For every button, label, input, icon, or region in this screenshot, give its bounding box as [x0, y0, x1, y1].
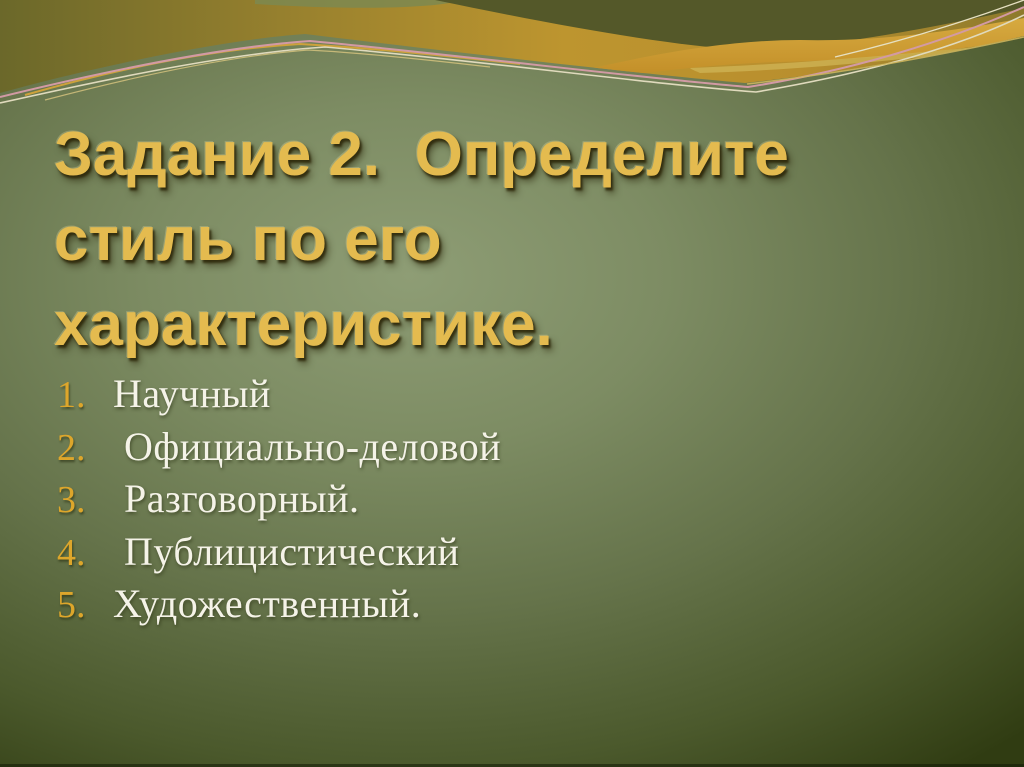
- list-item-label: Научный: [113, 371, 271, 416]
- title-line-1: Задание 2. Определите: [54, 120, 789, 189]
- list-item-label: Официально-деловой: [124, 423, 502, 469]
- list-item-label: Художественный.: [113, 581, 422, 627]
- title-line-2: стиль по его: [54, 205, 442, 274]
- list-item: [57, 475, 857, 528]
- list-item-number: 1.: [57, 374, 86, 416]
- list-item: [57, 528, 857, 581]
- list-item-number: 2.: [57, 426, 86, 469]
- list-item-label: Публицистический: [124, 528, 460, 574]
- styles-list: [57, 370, 857, 633]
- title-line-3: характеристике.: [54, 290, 553, 359]
- list-item-number: 4.: [57, 531, 86, 574]
- list-item: [57, 580, 857, 633]
- list-item-number: 3.: [57, 479, 86, 522]
- list-item: [57, 423, 857, 476]
- list-item-label: Разговорный.: [124, 476, 360, 522]
- slide-title: [54, 112, 954, 367]
- list-item: [57, 370, 857, 423]
- list-item-number: 5.: [57, 584, 86, 627]
